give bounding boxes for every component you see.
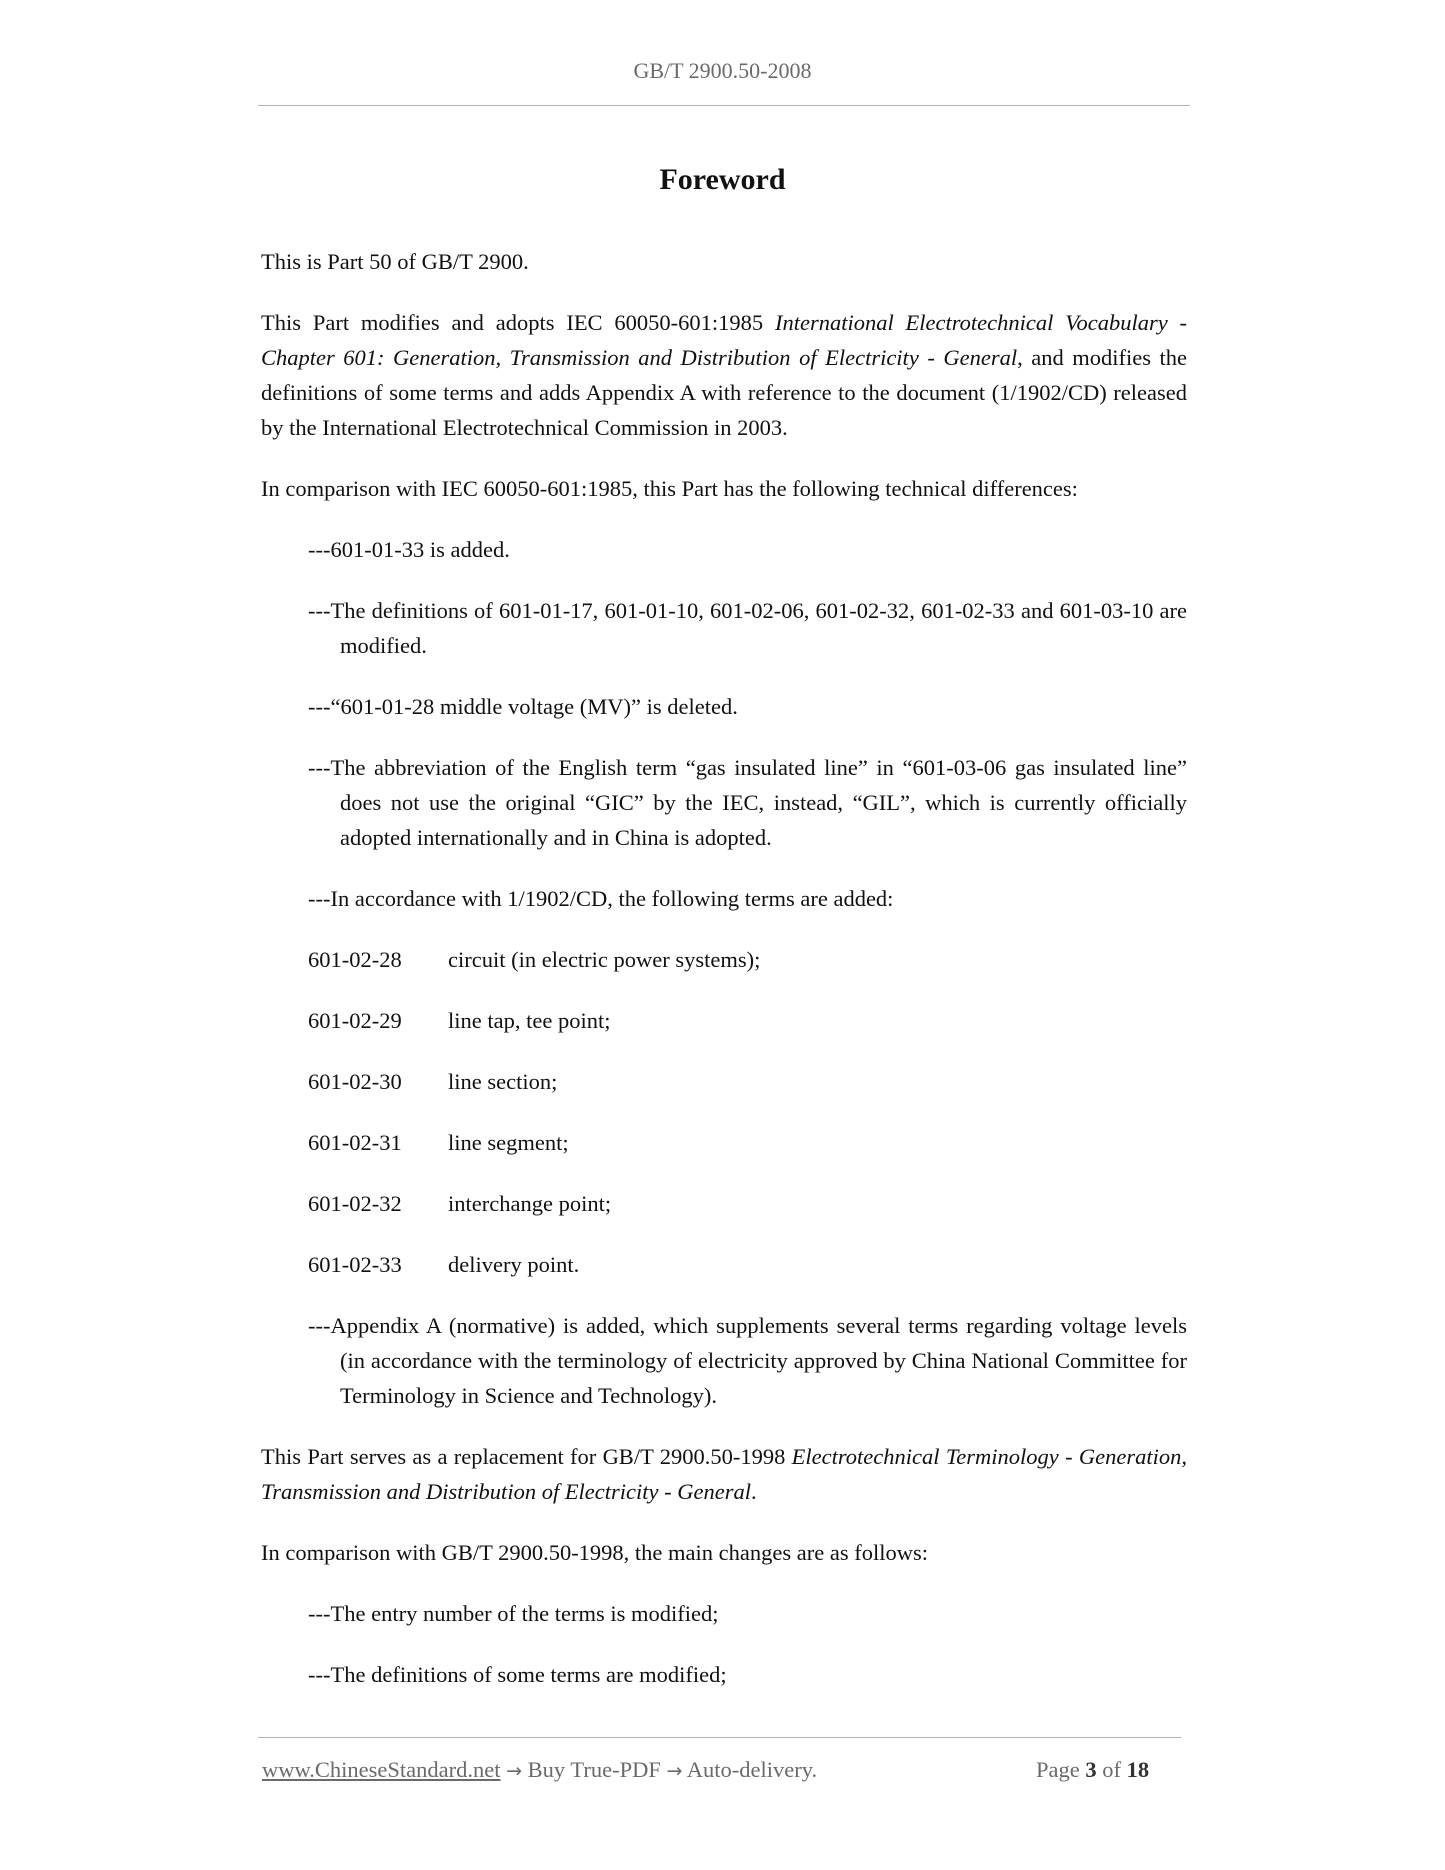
- page-number: [1036, 1757, 1149, 1783]
- adoption-text: This Part modifies and adopts IEC 60050-601:1985: [261, 310, 775, 335]
- page-label: Page: [1036, 1757, 1080, 1782]
- arrow-right-icon: →: [666, 1760, 683, 1782]
- list-item: ---601-01-33 is added.: [308, 537, 510, 562]
- term-name: line tap, tee point;: [448, 1008, 611, 1033]
- paragraph-main-changes: In comparison with GB/T 2900.50-1998, the main changes are as follows:: [261, 1540, 928, 1565]
- adoption-text-end: , and modifies the definitions of some terms and adds Appendix A with reference to the document (1/1902/CD) released by the International Electrotechnical Commission in 2003.: [261, 345, 1187, 440]
- website-link[interactable]: www.ChineseStandard.net: [262, 1757, 501, 1782]
- term-row: [308, 1003, 1187, 1038]
- term-code: 601-02-28: [308, 947, 402, 972]
- term-name: line segment;: [448, 1130, 569, 1155]
- replaced-standard-title: Electrotechnical Terminology - Generation, Transmission and Distribution of Electricity - General: [261, 1444, 1187, 1504]
- document-body: [261, 244, 1187, 1718]
- running-header: GB/T 2900.50-2008: [633, 58, 812, 83]
- arrow-right-icon: →: [506, 1760, 523, 1782]
- paragraph-technical-differences: In comparison with IEC 60050-601:1985, this Part has the following technical differences:: [261, 476, 1078, 501]
- paragraph-part-intro: This is Part 50 of GB/T 2900.: [261, 249, 529, 274]
- total-pages: 18: [1126, 1757, 1150, 1782]
- header-divider: [258, 105, 1190, 106]
- term-row: [308, 1186, 1187, 1221]
- list-item: ---The definitions of some terms are modified;: [308, 1662, 727, 1687]
- list-item-appendix: ---Appendix A (normative) is added, which supplements several terms regarding voltage levels (in accordance with the terminology of electricity approved by China National Committee for Terminology in Science and Technology).: [308, 1313, 1187, 1408]
- footer-promo: [262, 1757, 817, 1783]
- paragraph-replacement: [261, 1439, 1187, 1509]
- footer-divider: [258, 1737, 1181, 1738]
- of-label: of: [1102, 1757, 1121, 1782]
- term-code: 601-02-31: [308, 1130, 402, 1155]
- term-code: 601-02-29: [308, 1008, 402, 1033]
- term-row: [308, 1125, 1187, 1160]
- page-title: Foreword: [659, 163, 786, 196]
- term-code: 601-02-33: [308, 1252, 402, 1277]
- list-item: ---In accordance with 1/1902/CD, the following terms are added:: [308, 886, 894, 911]
- adopted-standard-title: International Electrotechnical Vocabulary - Chapter 601: Generation, Transmission and Distribution of Electricity - General: [261, 310, 1188, 370]
- term-row: [308, 1247, 1187, 1282]
- paragraph-adoption: [261, 305, 1187, 445]
- term-name: circuit (in electric power systems);: [448, 947, 761, 972]
- list-item: ---The abbreviation of the English term “gas insulated line” in “601-03-06 gas insulated line” does not use the original “GIC” by the IEC, instead, “GIL”, which is currently officially adopted internationally and in China is adopted.: [308, 755, 1187, 850]
- buy-pdf-text: Buy True-PDF: [527, 1757, 661, 1782]
- auto-delivery-text: Auto-delivery.: [686, 1757, 818, 1782]
- term-code: 601-02-32: [308, 1191, 402, 1216]
- term-row: [308, 1064, 1187, 1099]
- term-code: 601-02-30: [308, 1069, 402, 1094]
- term-name: interchange point;: [448, 1191, 612, 1216]
- current-page: 3: [1085, 1757, 1097, 1782]
- list-item: ---The definitions of 601-01-17, 601-01-10, 601-02-06, 601-02-32, 601-02-33 and 601-03-10 are modified.: [308, 598, 1187, 658]
- list-item: ---The entry number of the terms is modified;: [308, 1601, 719, 1626]
- term-name: delivery point.: [448, 1252, 580, 1277]
- list-item: ---“601-01-28 middle voltage (MV)” is deleted.: [308, 694, 738, 719]
- term-name: line section;: [448, 1069, 558, 1094]
- replacement-text: This Part serves as a replacement for GB/T 2900.50-1998: [261, 1444, 792, 1469]
- term-row: [308, 942, 1187, 977]
- replacement-text-end: .: [751, 1479, 757, 1504]
